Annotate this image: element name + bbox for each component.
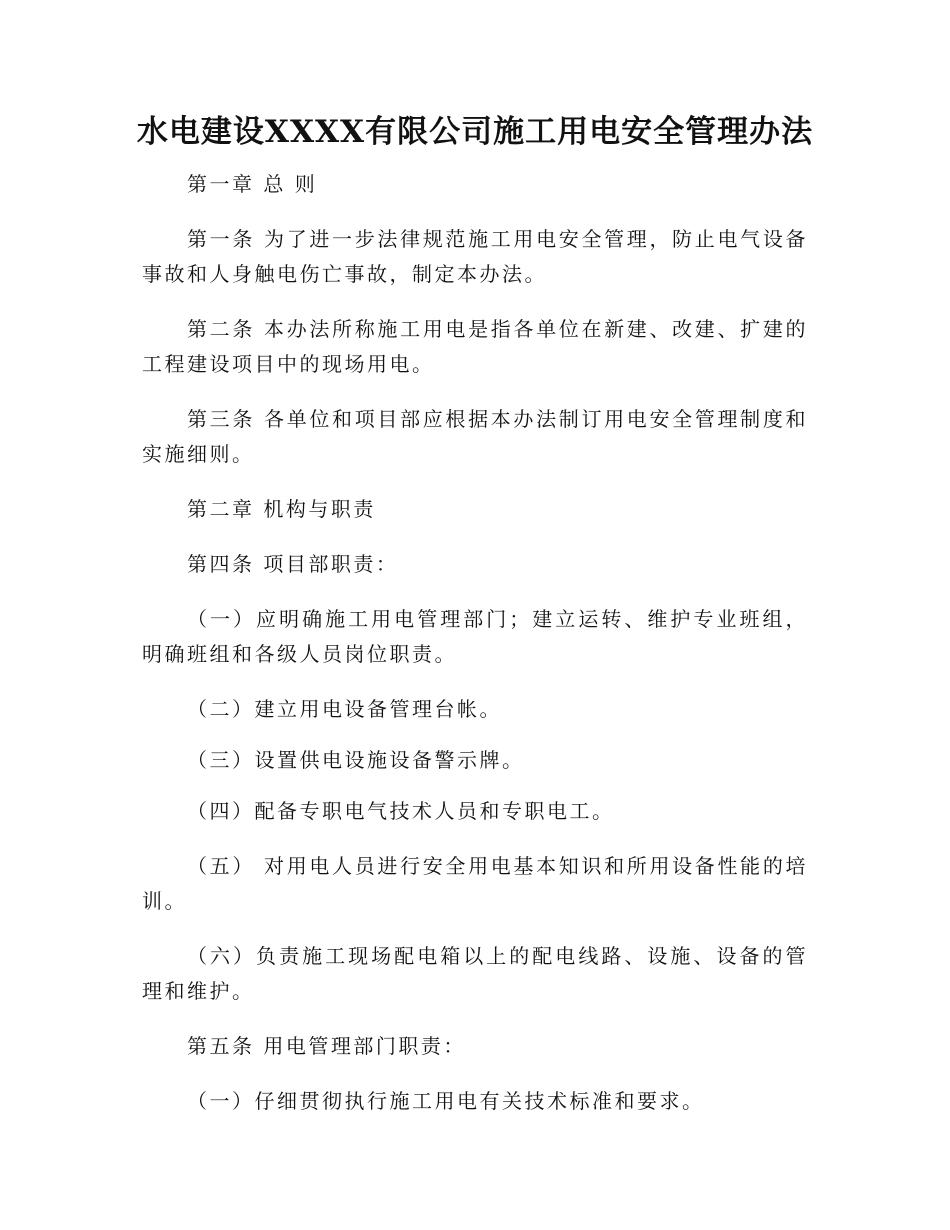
list-item: （二）建立用电设备管理台帐。 [187,697,502,721]
document-body [142,167,808,1139]
list-item: （一）仔细贯彻执行施工用电有关技术标准和要求。 [187,1089,705,1113]
document-title: 水电建设XXXX有限公司施工用电安全管理办法 [136,114,814,150]
article-paragraph: 第五条 用电管理部门职责： [187,1034,466,1058]
article-paragraph: 第二条 本办法所称施工用电是指各单位在新建、改建、扩建的工程建设项目中的现场用电。 [142,317,808,376]
article-paragraph: 第四条 项目部职责： [187,552,399,576]
list-item: （一）应明确施工用电管理部门；建立运转、维护专业班组，明确班组和各级人员岗位职责。 [142,607,808,666]
chapter-heading: 第二章 机构与职责 [187,497,376,521]
list-item: （三）设置供电设施设备警示牌。 [187,748,525,772]
list-item: （五） 对用电人员进行安全用电基本知识和所用设备性能的培训。 [142,854,808,913]
list-item: （六）负责施工现场配电箱以上的配电线路、设施、设备的管理和维护。 [142,944,808,1003]
article-paragraph: 第三条 各单位和项目部应根据本办法制订用电安全管理制度和实施细则。 [142,407,808,466]
chapter-heading: 第一章 总 则 [187,172,318,196]
article-paragraph: 第一条 为了进一步法律规范施工用电安全管理，防止电气设备事故和人身触电伤亡事故，制定本办法。 [142,227,808,286]
list-item: （四）配备专职电气技术人员和专职电工。 [187,799,615,823]
